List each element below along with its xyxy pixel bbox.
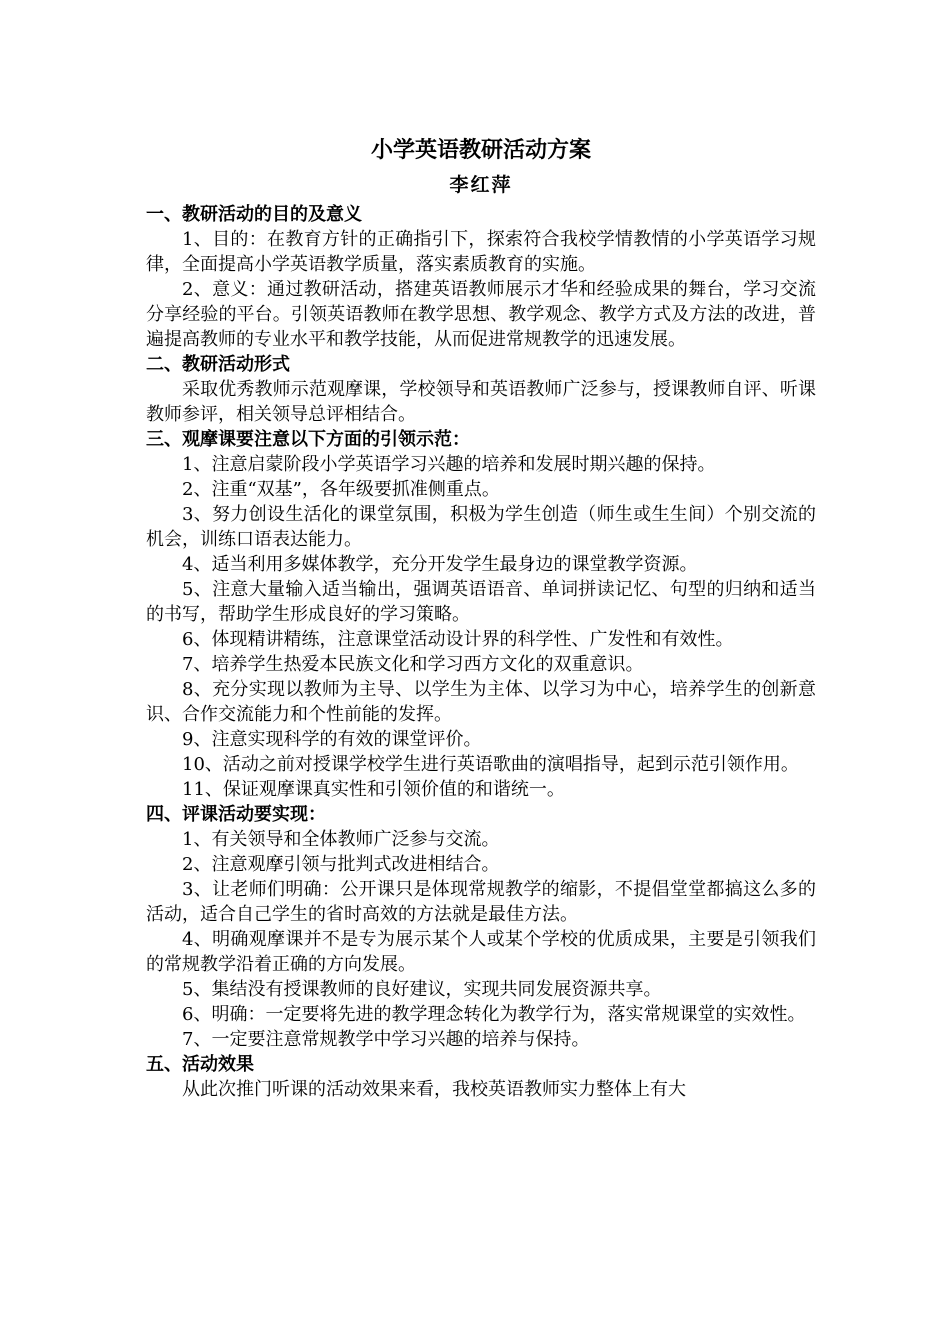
paragraph: 1、目的：在教育方针的正确指引下，探索符合我校学情教情的小学英语学习规律，全面提高小学英语教学质量，落实素质教育的实施。 (146, 229, 816, 275)
paragraph: 7、培养学生热爱本民族文化和学习西方文化的双重意识。 (182, 654, 644, 675)
paragraph: 10、活动之前对授课学校学生进行英语歌曲的演唱指导，起到示范引领作用。 (182, 754, 799, 775)
section-observation-class (146, 427, 816, 802)
section-heading: 四、评课活动要实现： (146, 804, 326, 825)
paragraph: 1、有关领导和全体教师广泛参与交流。 (182, 829, 500, 850)
paragraph: 5、注意大量输入适当输出，强调英语语音、单词拼读记忆、句型的归纳和适当的书写，帮助学生形成良好的学习策略。 (146, 579, 816, 625)
paragraph: 7、一定要注意常规教学中学习兴趣的培养与保持。 (182, 1029, 590, 1050)
paragraph: 6、明确：一定要将先进的教学理念转化为教学行为，落实常规课堂的实效性。 (182, 1004, 806, 1025)
paragraph: 11、保证观摩课真实性和引领价值的和谐统一。 (182, 779, 565, 800)
paragraph: 2、意义：通过教研活动，搭建英语教师展示才华和经验成果的舞台，学习交流分享经验的平台。引领英语教师在教学思想、教学观念、教学方式及方法的改进，普遍提高教师的专业水平和教学技能，从而促进常规教学的迅速发展。 (146, 279, 816, 350)
paragraph: 9、注意实现科学的有效的课堂评价。 (182, 729, 482, 750)
paragraph: 从此次推门听课的活动效果来看，我校英语教师实力整体上有大 (182, 1079, 686, 1100)
paragraph: 3、让老师们明确：公开课只是体现常规教学的缩影，不提倡堂堂都搞这么多的活动，适合自己学生的省时高效的方法就是最佳方法。 (146, 879, 816, 925)
paragraph: 5、集结没有授课教师的良好建议，实现共同发展资源共享。 (182, 979, 662, 1000)
paragraph: 1、注意启蒙阶段小学英语学习兴趣的培养和发展时期兴趣的保持。 (182, 454, 716, 475)
paragraph: 2、注重“双基”，各年级要抓准侧重点。 (182, 479, 500, 500)
paragraph: 2、注意观摩引领与批判式改进相结合。 (182, 854, 500, 875)
section-heading: 二、教研活动形式 (146, 354, 290, 375)
document-page (146, 132, 816, 1102)
section-results (146, 1052, 816, 1102)
section-format (146, 352, 816, 427)
paragraph: 3、努力创设生活化的课堂氛围，积极为学生创造（师生或生生间）个别交流的机会，训练口语表达能力。 (146, 504, 816, 550)
section-heading: 一、教研活动的目的及意义 (146, 204, 362, 225)
section-heading: 三、观摩课要注意以下方面的引领示范： (146, 429, 470, 450)
section-purpose (146, 202, 816, 352)
document-author: 李红萍 (449, 174, 513, 196)
document-title: 小学英语教研活动方案 (370, 137, 591, 163)
paragraph: 4、明确观摩课并不是专为展示某个人或某个学校的优质成果，主要是引领我们的常规教学沿着正确的方向发展。 (146, 929, 816, 975)
paragraph: 采取优秀教师示范观摩课，学校领导和英语教师广泛参与，授课教师自评、听课教师参评，相关领导总评相结合。 (146, 379, 816, 425)
paragraph: 6、体现精讲精练，注意课堂活动设计界的科学性、广发性和有效性。 (182, 629, 734, 650)
paragraph: 8、充分实现以教师为主导、以学生为主体、以学习为中心，培养学生的创新意识、合作交流能力和个性前能的发挥。 (146, 679, 816, 725)
section-heading: 五、活动效果 (146, 1054, 254, 1075)
section-evaluation (146, 802, 816, 1052)
paragraph: 4、适当利用多媒体教学，充分开发学生最身边的课堂教学资源。 (182, 554, 698, 575)
